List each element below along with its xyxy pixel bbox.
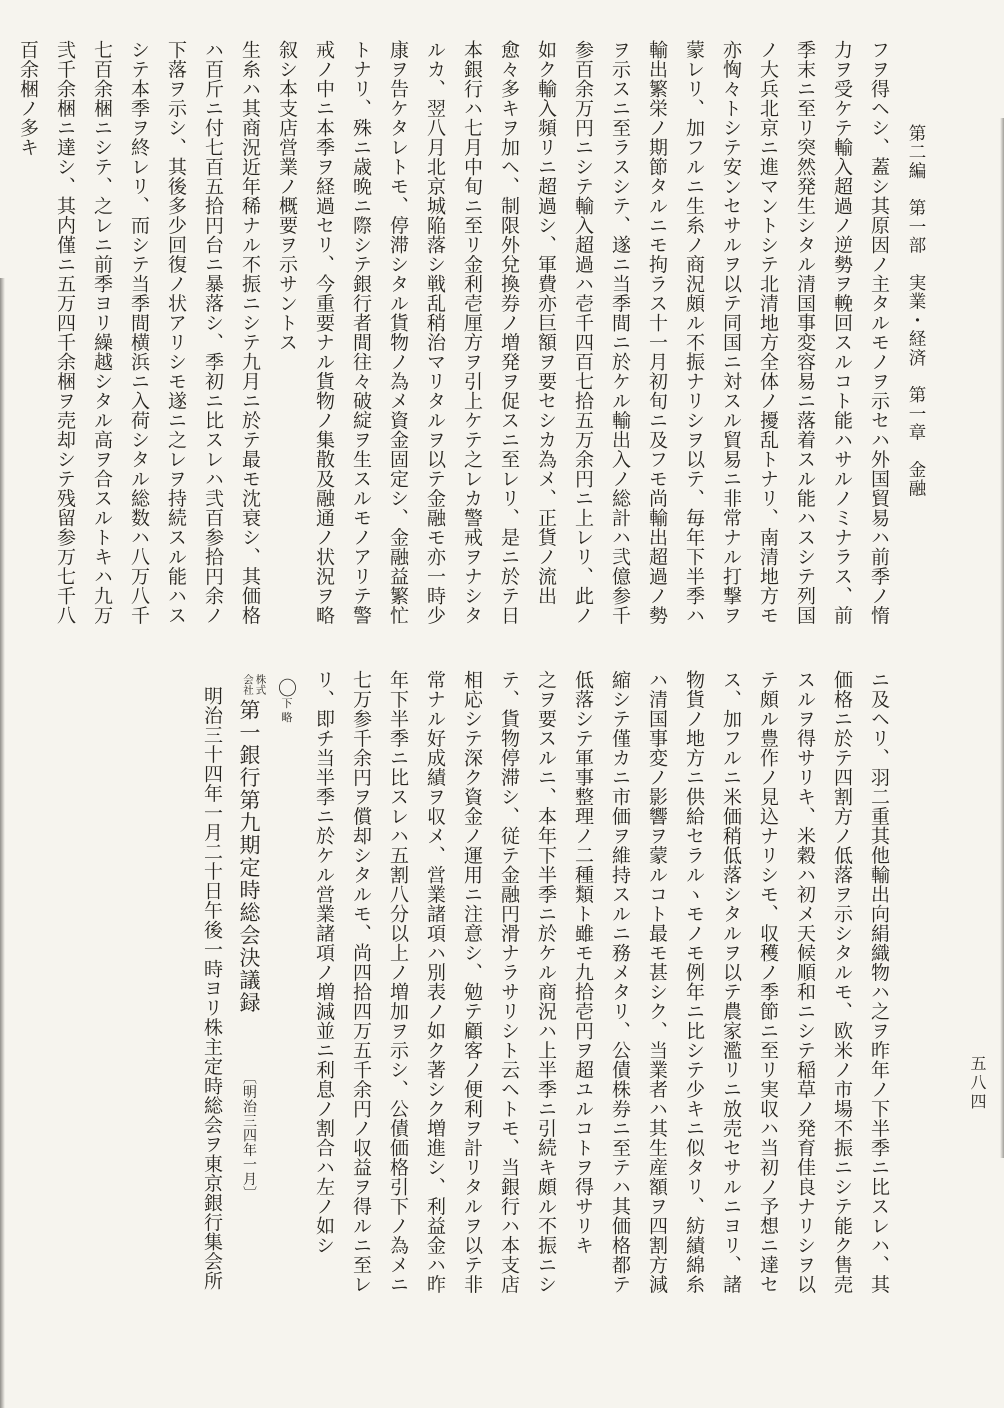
- heading-spacer: [249, 1014, 250, 1070]
- scan-edge-shadow-left: [0, 278, 5, 1408]
- paragraph-bank-results: 之ヲ要スルニ、本年下半季ニ於ケル商況ハ上半季ニ引続キ頗ル不振ニシテ、貨物停滞シ、従テ金融円滑ナラサリシト云ヘトモ、当銀行ハ本支店相応シテ深ク資金ノ運用ニ注意シ、勉テ顧客ノ便利ヲ計リタルヲ以テ非常ナル好成績ヲ収メ、営業諸項ハ別表ノ如ク著シク増進シ、利益金ハ昨年下半季ニ比スレハ五割八分以上ノ増加ヲ示シ、公債価格引下ノ為メニ七万参千余円ヲ償却シタルモ、尚四拾四万五千余円ノ収益ヲ得ルニ至レリ、即チ当半季ニ於ケル営業諸項ノ増減並ニ利息ノ割合ハ左ノ如シ: [313, 670, 557, 1294]
- bottom-text-block: [82, 670, 897, 1302]
- heading-date-note: 〔明治三四年一月〕: [241, 1070, 257, 1201]
- paragraph-meeting-opening: 明治三十四年一月二十日午後一時ヨリ株主定時総会ヲ東京銀行集会所: [201, 686, 223, 1291]
- omission-note: [267, 670, 305, 1302]
- company-type-label: 株式 会社: [242, 674, 267, 695]
- omission-note-label: 下略: [280, 697, 293, 726]
- chapter-header: 第二編 第一部 実業・経済 第一章 金融: [906, 124, 926, 498]
- top-text-block: [17, 40, 897, 641]
- paragraph-silk-rice-bonds: ニ及ヘリ、羽二重其他輸出向絹織物ハ之ヲ昨年ノ下半季ニ比スレハ、其価格ニ於テ四割方ノ低落ヲ示シタルモ、欧米ノ市場不振ニシテ能ク售売スルヲ得サリキ、米穀ハ初メ天候順和ニシテ稲草ノ発育佳良ナリシヲ以テ頗ル豊作ノ見込ナリシモ、収穫ノ季節ニ至リ実収ハ当初ノ予想ニ達セス、加フルニ米価稍低落シタルヲ以テ農家濫リニ放売セサルニヨリ、諸物貨ノ地方ニ供給セラルヽモノモ例年ニ比シテ少キニ似タリ、紡績綿糸ハ清国事変ノ影響ヲ蒙ルコト最モ甚シク、当業者ハ其生産額ヲ四割方減縮シテ僅カニ市価ヲ維持スルニ務メタリ、公債株券ニ至テハ其価格都テ低落シテ軍事整理ノ二種類ト雖モ九拾壱円ヲ超ユルコトヲ得サリキ: [572, 670, 890, 1294]
- paragraph-trade-overview: フヲ得ヘシ、蓋シ其原因ノ主タルモノヲ示セハ外国貿易ハ前季ノ惰力ヲ受ケテ輸入超過ノ逆勢ヲ輓回スルコト能ハサルノミナラス、前季末ニ至リ突然発生シタル清国事変容易ニ落着スル能ハスシテ列国ノ大兵北京ニ進マントシテ北清地方全体ノ擾乱トナリ、南清地方モ亦恟々トシテ安ンセサルヲ以テ同国ニ対スル貿易ニ非常ナル打撃ヲ蒙レリ、加フルニ生糸ノ商況頗ル不振ナリシヲ以テ、毎年下半季ハ輸出繁栄ノ期節タルニモ拘ラス十一月初旬ニ及フモ尚輸出超過ノ勢ヲ示スニ至ラスシテ、遂ニ当季間ニ於ケル輸出入ノ総計ハ弐億参千参百余万円ニシテ輸入超過ハ壱千四百七拾五万余円ニ上レリ、此ノ如ク輸入頻リニ超過シ、軍費亦巨額ヲ要セシカ為メ、正貨ノ流出愈々多キヲ加ヘ、制限外兌換券ノ増発ヲ促スニ至レリ、是ニ於テ日本銀行ハ七月中旬ニ至リ金利壱厘方ヲ引上ケテ之レカ警戒ヲナシタルカ、翌八月北京城陥落シ戦乱稍治マリタルヲ以テ金融モ亦一時少康ヲ告ケタレトモ、停滞シタル貨物ノ為メ資金固定シ、金融益繁忙トナリ、殊ニ歳晩ニ際シテ銀行者間往々破綻ヲ生スルモノアリテ警戒ノ中ニ本季ヲ経過セリ、今重要ナル貨物ノ集散及融通ノ状況ヲ略叙シ本支店営業ノ概要ヲ示サントス: [276, 40, 890, 625]
- resolution-title: 第一銀行第九期定時総会決議録: [237, 699, 261, 1014]
- paragraph-raw-silk: 生糸ハ其商況近年稀ナル不振ニシテ九月ニ於テ最モ沈衰シ、其価格ハ百斤ニ付七百五拾円台ニ暴落シ、季初ニ比スレハ弐百参拾円余ノ下落ヲ示シ、其後多少回復ノ状アリシモ遂ニ之レヲ持続スル能ハスシテ本季ヲ終レリ、而シテ当季間横浜ニ入荷シタル総数ハ八万八千七百余梱ニシテ、之レニ前季ヨリ繰越シタル高ヲ合スルトキハ九万弐千余梱ニ達シ、其内僅ニ五万四千余梱ヲ売却シテ残留参万七千八百余梱ノ多キ: [17, 40, 261, 625]
- scan-edge-shadow-right: [1000, 118, 1004, 1158]
- omission-circle-mark: 〇: [275, 678, 297, 698]
- resolution-heading: [230, 670, 267, 1302]
- page-number: 五八四: [968, 1055, 987, 1112]
